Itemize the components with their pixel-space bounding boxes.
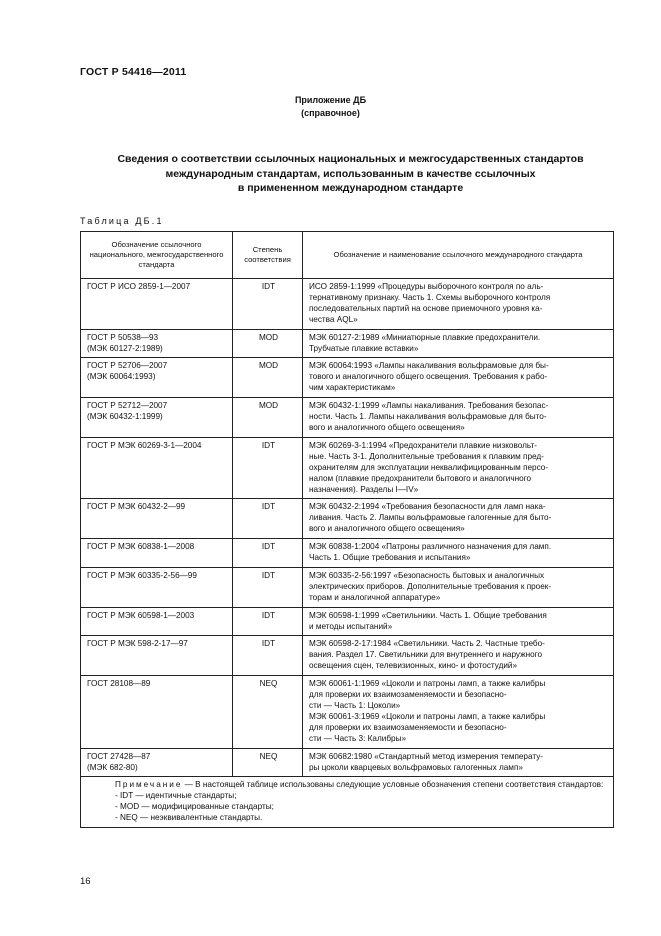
cell-degree: IDT bbox=[233, 279, 303, 330]
international-standard-line: МЭК 60682:1980 «Стандартный метод измерения температу- bbox=[309, 751, 544, 761]
cell-national-standard bbox=[81, 279, 233, 330]
international-standard-line: охранителям для эксплуатации неквалифицированным персо- bbox=[309, 462, 549, 472]
note-item: - NEQ — неэквивалентные стандарты. bbox=[115, 813, 263, 823]
table-row bbox=[81, 607, 614, 636]
header-national: Обозначение ссылочного национального, межгосударственного стандарта bbox=[81, 232, 233, 279]
cell-degree: NEQ bbox=[233, 676, 303, 748]
international-standard-line: торам и аналогичной аппаратуре» bbox=[309, 592, 441, 602]
table-row bbox=[81, 329, 614, 358]
header-degree: Степень соответствия bbox=[233, 232, 303, 279]
cell-international-standard bbox=[303, 437, 614, 499]
national-standard-line: (МЭК 60064:1993) bbox=[87, 372, 156, 382]
table-label: Таблица ДБ.1 bbox=[80, 216, 164, 226]
cell-national-standard bbox=[81, 748, 233, 777]
national-standard-line: ГОСТ Р МЭК 60598-1—2003 bbox=[87, 610, 195, 620]
international-standard-line: МЭК 60838-1:2004 «Патроны различного назначения для ламп. bbox=[309, 542, 552, 552]
international-standard-line: ры цоколи кварцевых вольфрамовых галогенных ламп» bbox=[309, 762, 523, 772]
international-standard-line: вого и аналогичного общего освещения» bbox=[309, 422, 465, 432]
table-note-row bbox=[81, 777, 614, 828]
cell-national-standard bbox=[81, 398, 233, 438]
national-standard-line: (МЭК 60432-1:1999) bbox=[87, 412, 163, 422]
standards-table bbox=[80, 231, 614, 828]
international-standard-line: МЭК 60061-1:1969 «Цоколи и патроны ламп, а также калибры bbox=[309, 679, 546, 689]
international-standard-line: МЭК 60064:1993 «Лампы накаливания вольфрамовые для бы- bbox=[309, 361, 549, 371]
international-standard-line: налом (плавкие предохранители бытового и аналогичного bbox=[309, 473, 532, 483]
table-row bbox=[81, 539, 614, 568]
title-line: международным стандартам, использованным в качестве ссылочных bbox=[165, 167, 536, 180]
national-standard-line: ГОСТ Р ИСО 2859-1—2007 bbox=[87, 282, 191, 291]
cell-degree: IDT bbox=[233, 539, 303, 568]
note-item: - MOD — модифицированные стандарты; bbox=[115, 802, 274, 812]
national-standard-line: (МЭК 60127-2:1989) bbox=[87, 343, 163, 353]
international-standard-line: чим характеристикам» bbox=[309, 383, 396, 393]
cell-national-standard bbox=[81, 636, 233, 676]
note-text bbox=[87, 780, 609, 791]
table-note bbox=[81, 777, 614, 828]
cell-degree: NEQ bbox=[233, 748, 303, 777]
cell-degree: IDT bbox=[233, 567, 303, 607]
international-standard-line: МЭК 60335-2-56:1997 «Безопасность бытовых и аналогичных bbox=[309, 570, 545, 580]
cell-international-standard bbox=[303, 398, 614, 438]
international-standard-line: ности. Часть 1. Лампы накаливания вольфрамовые для быто- bbox=[309, 412, 547, 422]
international-standard-line: тернативному признаку. Часть 1. Схемы выборочного контроля bbox=[309, 292, 551, 302]
cell-national-standard bbox=[81, 437, 233, 499]
international-standard-line: ные. Часть 3-1. Дополнительные требования к плавким пред- bbox=[309, 451, 544, 461]
international-standard-line: для проверки их взаимозаменяемости и безопасно- bbox=[309, 690, 507, 700]
international-standard-line: сти — Часть 3: Калибры» bbox=[309, 733, 407, 743]
cell-national-standard bbox=[81, 358, 233, 398]
appendix-heading bbox=[0, 94, 661, 120]
national-standard-line: ГОСТ 27428—87 bbox=[87, 751, 151, 761]
international-standard-line: МЭК 60269-3-1:1994 «Предохранители плавкие низковольт- bbox=[309, 440, 537, 450]
international-standard-line: ИСО 2859-1:1999 «Процедуры выборочного контроля по аль- bbox=[309, 282, 544, 291]
table-row bbox=[81, 279, 614, 330]
cell-degree: IDT bbox=[233, 636, 303, 676]
national-standard-line: (МЭК 682-80) bbox=[87, 762, 138, 772]
cell-degree: MOD bbox=[233, 358, 303, 398]
international-standard-line: ливания. Часть 2. Лампы вольфрамовые галогенные для быто- bbox=[309, 513, 552, 523]
international-standard-line: для проверки их взаимозаменяемости и безопасно- bbox=[309, 722, 507, 732]
table-row bbox=[81, 499, 614, 539]
national-standard-line: ГОСТ Р 50538—93 bbox=[87, 332, 159, 342]
title-line: в примененном международном стандарте bbox=[237, 182, 464, 194]
international-standard-line: чества AQL» bbox=[309, 314, 358, 324]
appendix-title: Приложение ДБ bbox=[294, 95, 367, 105]
international-standard-line: МЭК 60432-2:1994 «Требования безопасности для ламп нака- bbox=[309, 502, 546, 512]
national-standard-line: ГОСТ Р 52706—2007 bbox=[87, 361, 168, 371]
table-header-row bbox=[81, 232, 614, 279]
international-standard-line: МЭК 60127-2:1989 «Миниатюрные плавкие предохранители. bbox=[309, 332, 541, 342]
table-row bbox=[81, 398, 614, 438]
cell-international-standard bbox=[303, 329, 614, 358]
international-standard-line: МЭК 60598-1:1999 «Светильники. Часть 1. Общие требования bbox=[309, 610, 547, 620]
international-standard-line: последовательных партий на основе приемочного уровня ка- bbox=[309, 303, 543, 313]
note-body: — В настоящей таблице использованы следующие условные обозначения степени соответствия стандартов: bbox=[184, 780, 604, 790]
cell-international-standard bbox=[303, 607, 614, 636]
table-row bbox=[81, 636, 614, 676]
national-standard-line: ГОСТ Р 52712—2007 bbox=[87, 401, 168, 411]
international-standard-line: электрических приборов. Дополнительные требования к проек- bbox=[309, 581, 552, 591]
note-item: - IDT — идентичные стандарты; bbox=[115, 791, 237, 801]
cell-national-standard bbox=[81, 499, 233, 539]
international-standard-line: сти — Часть 1: Цоколи» bbox=[309, 701, 401, 710]
document-header: ГОСТ Р 54416—2011 bbox=[80, 66, 187, 78]
cell-international-standard bbox=[303, 567, 614, 607]
cell-national-standard bbox=[81, 567, 233, 607]
cell-degree: IDT bbox=[233, 437, 303, 499]
cell-degree: IDT bbox=[233, 607, 303, 636]
title-line: Сведения о соответствии ссылочных национальных и межгосударственных стандартов bbox=[117, 153, 584, 165]
national-standard-line: ГОСТ Р МЭК 60432-2—99 bbox=[87, 502, 186, 512]
cell-degree: MOD bbox=[233, 329, 303, 358]
header-international: Обозначение и наименование ссылочного международного стандарта bbox=[303, 232, 614, 279]
cell-international-standard bbox=[303, 676, 614, 748]
page-number: 16 bbox=[80, 876, 91, 887]
note-label: Примечание bbox=[115, 780, 183, 790]
table-row bbox=[81, 676, 614, 748]
international-standard-line: и методы испытаний» bbox=[309, 621, 393, 631]
cell-national-standard bbox=[81, 329, 233, 358]
national-standard-line: ГОСТ 28108—89 bbox=[87, 679, 151, 689]
international-standard-line: МЭК 60598-2-17:1984 «Светильники. Часть 2. Частные требо- bbox=[309, 639, 545, 649]
table-body bbox=[81, 279, 614, 777]
international-standard-line: вого и аналогичного общего освещения» bbox=[309, 524, 465, 534]
cell-degree: IDT bbox=[233, 499, 303, 539]
table-row bbox=[81, 358, 614, 398]
table-row bbox=[81, 748, 614, 777]
cell-national-standard bbox=[81, 539, 233, 568]
international-standard-line: МЭК 60432-1:1999 «Лампы накаливания. Требования безопас- bbox=[309, 401, 549, 411]
table-row bbox=[81, 437, 614, 499]
cell-international-standard bbox=[303, 499, 614, 539]
international-standard-line: освещения сцен, телевизионных, кино- и фотостудий» bbox=[309, 661, 518, 671]
international-standard-line: назначения). Разделы I—IV» bbox=[309, 484, 419, 494]
table-row bbox=[81, 567, 614, 607]
international-standard-line: тового и аналогичного общего освещения. Требования к рабо- bbox=[309, 372, 548, 382]
national-standard-line: ГОСТ Р МЭК 598-2-17—97 bbox=[87, 639, 188, 649]
international-standard-line: Трубчатые плавкие вставки» bbox=[309, 343, 419, 353]
international-standard-line: Часть 1. Общие требования и испытания» bbox=[309, 553, 471, 563]
section-title bbox=[70, 152, 631, 196]
cell-international-standard bbox=[303, 539, 614, 568]
appendix-note: (справочное) bbox=[301, 108, 360, 118]
national-standard-line: ГОСТ Р МЭК 60269-3-1—2004 bbox=[87, 440, 202, 450]
cell-national-standard bbox=[81, 676, 233, 748]
cell-degree: MOD bbox=[233, 398, 303, 438]
national-standard-line: ГОСТ Р МЭК 60335-2-56—99 bbox=[87, 570, 197, 580]
cell-international-standard bbox=[303, 358, 614, 398]
cell-international-standard bbox=[303, 279, 614, 330]
international-standard-line: МЭК 60061-3:1969 «Цоколи и патроны ламп, а также калибры bbox=[309, 711, 546, 721]
cell-national-standard bbox=[81, 607, 233, 636]
national-standard-line: ГОСТ Р МЭК 60838-1—2008 bbox=[87, 542, 195, 552]
cell-international-standard bbox=[303, 748, 614, 777]
cell-international-standard bbox=[303, 636, 614, 676]
international-standard-line: вания. Раздел 17. Светильники для внутреннего и наружного bbox=[309, 650, 543, 660]
